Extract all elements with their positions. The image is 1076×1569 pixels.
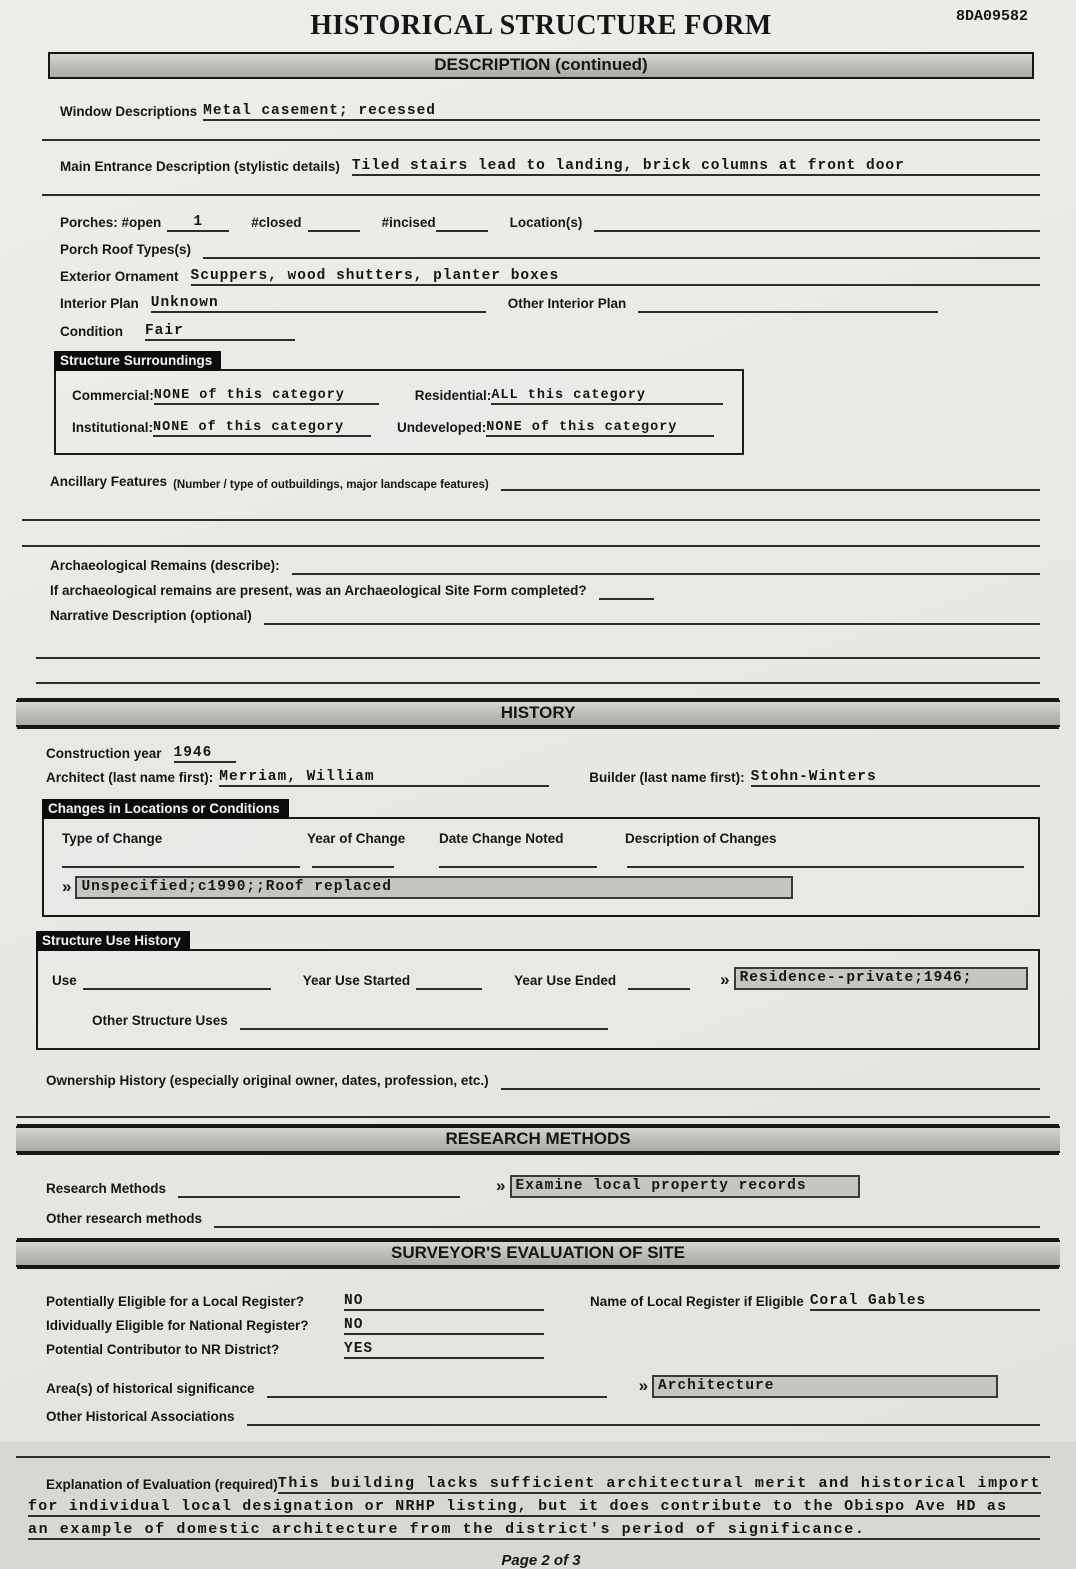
- blank-line: [42, 139, 1040, 141]
- porch-roof-label: Porch Roof Types(s): [60, 242, 192, 258]
- porches-open-label: Porches: #open: [60, 215, 162, 231]
- national-register-label: Idividually Eligible for National Register?: [46, 1318, 309, 1333]
- changes-type-field: [62, 866, 300, 868]
- undeveloped-field: [486, 417, 714, 437]
- explanation-line3-field: [28, 1520, 1040, 1540]
- other-historical-associations-label: Other Historical Associations: [46, 1409, 235, 1424]
- explanation-line1: This building lacks sufficient architectural merit and historical import: [277, 1474, 1042, 1492]
- explanation-label: Explanation of Evaluation (required): [46, 1477, 278, 1492]
- porches-locations-label: Location(s): [509, 215, 583, 231]
- main-entrance-field: [352, 156, 1040, 176]
- nr-contributor-value: YES: [344, 1340, 374, 1357]
- blank-line: [22, 545, 1040, 547]
- section-bar-research: RESEARCH METHODS: [16, 1126, 1060, 1153]
- national-register-field: [344, 1315, 544, 1335]
- blank-line: [42, 194, 1040, 196]
- builder-label: Builder (last name first):: [589, 770, 745, 786]
- section-bar-history: HISTORY: [16, 700, 1060, 727]
- residential-value: ALL this category: [491, 388, 647, 403]
- site-number: 8DA09582: [955, 8, 1028, 25]
- window-descriptions-label: Window Descriptions: [60, 104, 198, 120]
- builder-value: Stohn-Winters: [750, 769, 877, 785]
- changes-row-value: Unspecified;c1990;;Roof replaced: [81, 878, 392, 895]
- blank-line: [16, 1456, 1050, 1458]
- significance-arrow-icon: »: [638, 1375, 649, 1395]
- research-arrow-icon: »: [496, 1175, 506, 1195]
- historical-significance-label: Area(s) of historical significance: [46, 1381, 255, 1396]
- blank-line: [16, 1116, 1050, 1118]
- page-title: HISTORICAL STRUCTURE FORM: [310, 10, 772, 41]
- architect-label: Architect (last name first):: [46, 770, 214, 786]
- changes-col-desc: Description of Changes: [625, 831, 777, 846]
- changes-col-year: Year of Change: [307, 831, 406, 846]
- use-field: [83, 970, 271, 990]
- structure-surroundings-tag: Structure Surroundings: [54, 351, 221, 371]
- blank-line: [36, 657, 1040, 659]
- other-research-methods-label: Other research methods: [46, 1211, 203, 1226]
- section-bar-description: DESCRIPTION (continued): [48, 52, 1034, 79]
- condition-field: [145, 321, 295, 341]
- institutional-value: NONE of this category: [153, 420, 345, 435]
- exterior-ornament-value: Scuppers, wood shutters, planter boxes: [190, 268, 560, 284]
- explanation-line1-field: [278, 1474, 1041, 1494]
- significance-highlight: [652, 1375, 998, 1398]
- changes-tag: Changes in Locations or Conditions: [42, 799, 289, 819]
- changes-row-highlight: [75, 876, 793, 899]
- ancillary-features-field: [501, 471, 1040, 491]
- changes-desc-field: [627, 866, 1024, 868]
- use-highlight: [734, 967, 1028, 990]
- ownership-history-label: Ownership History (especially original owner, dates, profession, etc.): [46, 1073, 489, 1088]
- condition-label: Condition: [60, 324, 123, 340]
- interior-plan-field: [151, 293, 486, 313]
- builder-field: [751, 767, 1040, 787]
- institutional-field: [153, 417, 371, 437]
- architect-field: [219, 767, 549, 787]
- architect-value: Merriam, William: [219, 769, 375, 785]
- ancillary-features-label: Ancillary Features: [50, 474, 168, 490]
- window-descriptions-field: [203, 101, 1040, 121]
- porches-incised-label: #incised: [381, 215, 436, 231]
- year-use-started-label: Year Use Started: [302, 973, 411, 988]
- arch-question-label: If archaeological remains are present, was an Archaeological Site Form completed?: [50, 583, 587, 599]
- exterior-ornament-label: Exterior Ornament: [60, 269, 179, 285]
- interior-plan-label: Interior Plan: [60, 296, 139, 312]
- porches-closed-field: [308, 212, 360, 232]
- narrative-description-field: [264, 605, 1040, 625]
- commercial-field: [154, 385, 379, 405]
- page-number: Page 2 of 3: [501, 1551, 581, 1569]
- research-methods-field: [178, 1178, 460, 1198]
- changes-year-field: [312, 866, 394, 868]
- other-structure-uses-field: [240, 1010, 608, 1030]
- exterior-ornament-field: [191, 266, 1040, 286]
- register-name-field: [810, 1291, 1040, 1311]
- local-register-label: Potentially Eligible for a Local Register?: [46, 1294, 305, 1309]
- undeveloped-value: NONE of this category: [486, 420, 678, 435]
- porch-roof-field: [203, 239, 1040, 259]
- changes-date-field: [439, 866, 597, 868]
- changes-box: [42, 817, 1040, 917]
- changes-arrow-icon: »: [62, 876, 72, 896]
- condition-value: Fair: [144, 323, 184, 339]
- institutional-label: Institutional:: [72, 420, 153, 436]
- explanation-line2-field: [28, 1497, 1040, 1517]
- blank-line: [22, 519, 1040, 521]
- nr-contributor-label: Potential Contributor to NR District?: [46, 1342, 280, 1357]
- blank-line: [36, 682, 1040, 684]
- changes-col-type: Type of Change: [62, 831, 163, 846]
- porches-closed-label: #closed: [251, 215, 302, 231]
- ownership-history-field: [501, 1070, 1040, 1090]
- use-history-tag: Structure Use History: [36, 931, 190, 951]
- construction-year-label: Construction year: [46, 746, 162, 762]
- use-label: Use: [52, 973, 77, 988]
- arch-question-field: [599, 580, 654, 600]
- narrative-description-label: Narrative Description (optional): [50, 608, 252, 624]
- porches-open-value: 1: [193, 214, 204, 230]
- ancillary-features-sublabel: (Number / type of outbuildings, major landscape features): [173, 479, 489, 491]
- undeveloped-label: Undeveloped:: [397, 420, 487, 436]
- arch-remains-label: Archaeological Remains (describe):: [50, 558, 280, 574]
- structure-surroundings-box: [54, 369, 744, 455]
- year-use-ended-label: Year Use Ended: [514, 973, 617, 988]
- explanation-line2: for individual local designation or NRHP listing, but it does contribute to the Obispo Ave HD as: [28, 1497, 1008, 1515]
- arch-remains-field: [292, 555, 1040, 575]
- year-use-started-field: [416, 970, 482, 990]
- main-entrance-value: Tiled stairs lead to landing, brick columns at front door: [351, 158, 905, 174]
- local-register-field: [344, 1291, 544, 1311]
- local-register-value: NO: [344, 1292, 364, 1309]
- residential-label: Residential:: [414, 388, 492, 404]
- other-interior-plan-label: Other Interior Plan: [507, 296, 627, 312]
- use-history-box: [36, 949, 1040, 1050]
- historical-significance-field: [267, 1378, 607, 1398]
- porches-open-field: [167, 212, 229, 232]
- interior-plan-value: Unknown: [150, 295, 219, 311]
- research-methods-value: Examine local property records: [515, 1177, 807, 1194]
- research-methods-label: Research Methods: [46, 1181, 167, 1196]
- construction-year-field: [174, 743, 236, 763]
- other-historical-associations-field: [247, 1406, 1040, 1426]
- register-name-value: Coral Gables: [809, 1292, 927, 1309]
- changes-col-date: Date Change Noted: [439, 831, 564, 846]
- porches-locations-field: [594, 212, 1040, 232]
- window-descriptions-value: Metal casement; recessed: [203, 103, 436, 119]
- use-arrow-icon: »: [720, 969, 730, 989]
- national-register-value: NO: [344, 1316, 364, 1333]
- use-value: Residence--private;1946;: [739, 969, 973, 986]
- section-bar-evaluation: SURVEYOR'S EVALUATION OF SITE: [16, 1240, 1060, 1267]
- residential-field: [491, 385, 723, 405]
- year-use-ended-field: [628, 970, 690, 990]
- nr-contributor-field: [344, 1339, 544, 1359]
- explanation-line3: an example of domestic architecture from the district's period of significance.: [28, 1520, 866, 1538]
- main-entrance-label: Main Entrance Description (stylistic details): [60, 159, 340, 175]
- significance-value: Architecture: [658, 1377, 775, 1394]
- other-interior-plan-field: [638, 293, 938, 313]
- research-methods-highlight: [510, 1175, 860, 1198]
- other-structure-uses-label: Other Structure Uses: [92, 1013, 228, 1028]
- commercial-label: Commercial:: [72, 388, 154, 404]
- register-name-label: Name of Local Register if Eligible: [590, 1294, 804, 1309]
- porches-incised-field: [436, 212, 488, 232]
- commercial-value: NONE of this category: [153, 388, 345, 403]
- construction-year-value: 1946: [173, 745, 213, 761]
- other-research-methods-field: [214, 1208, 1040, 1228]
